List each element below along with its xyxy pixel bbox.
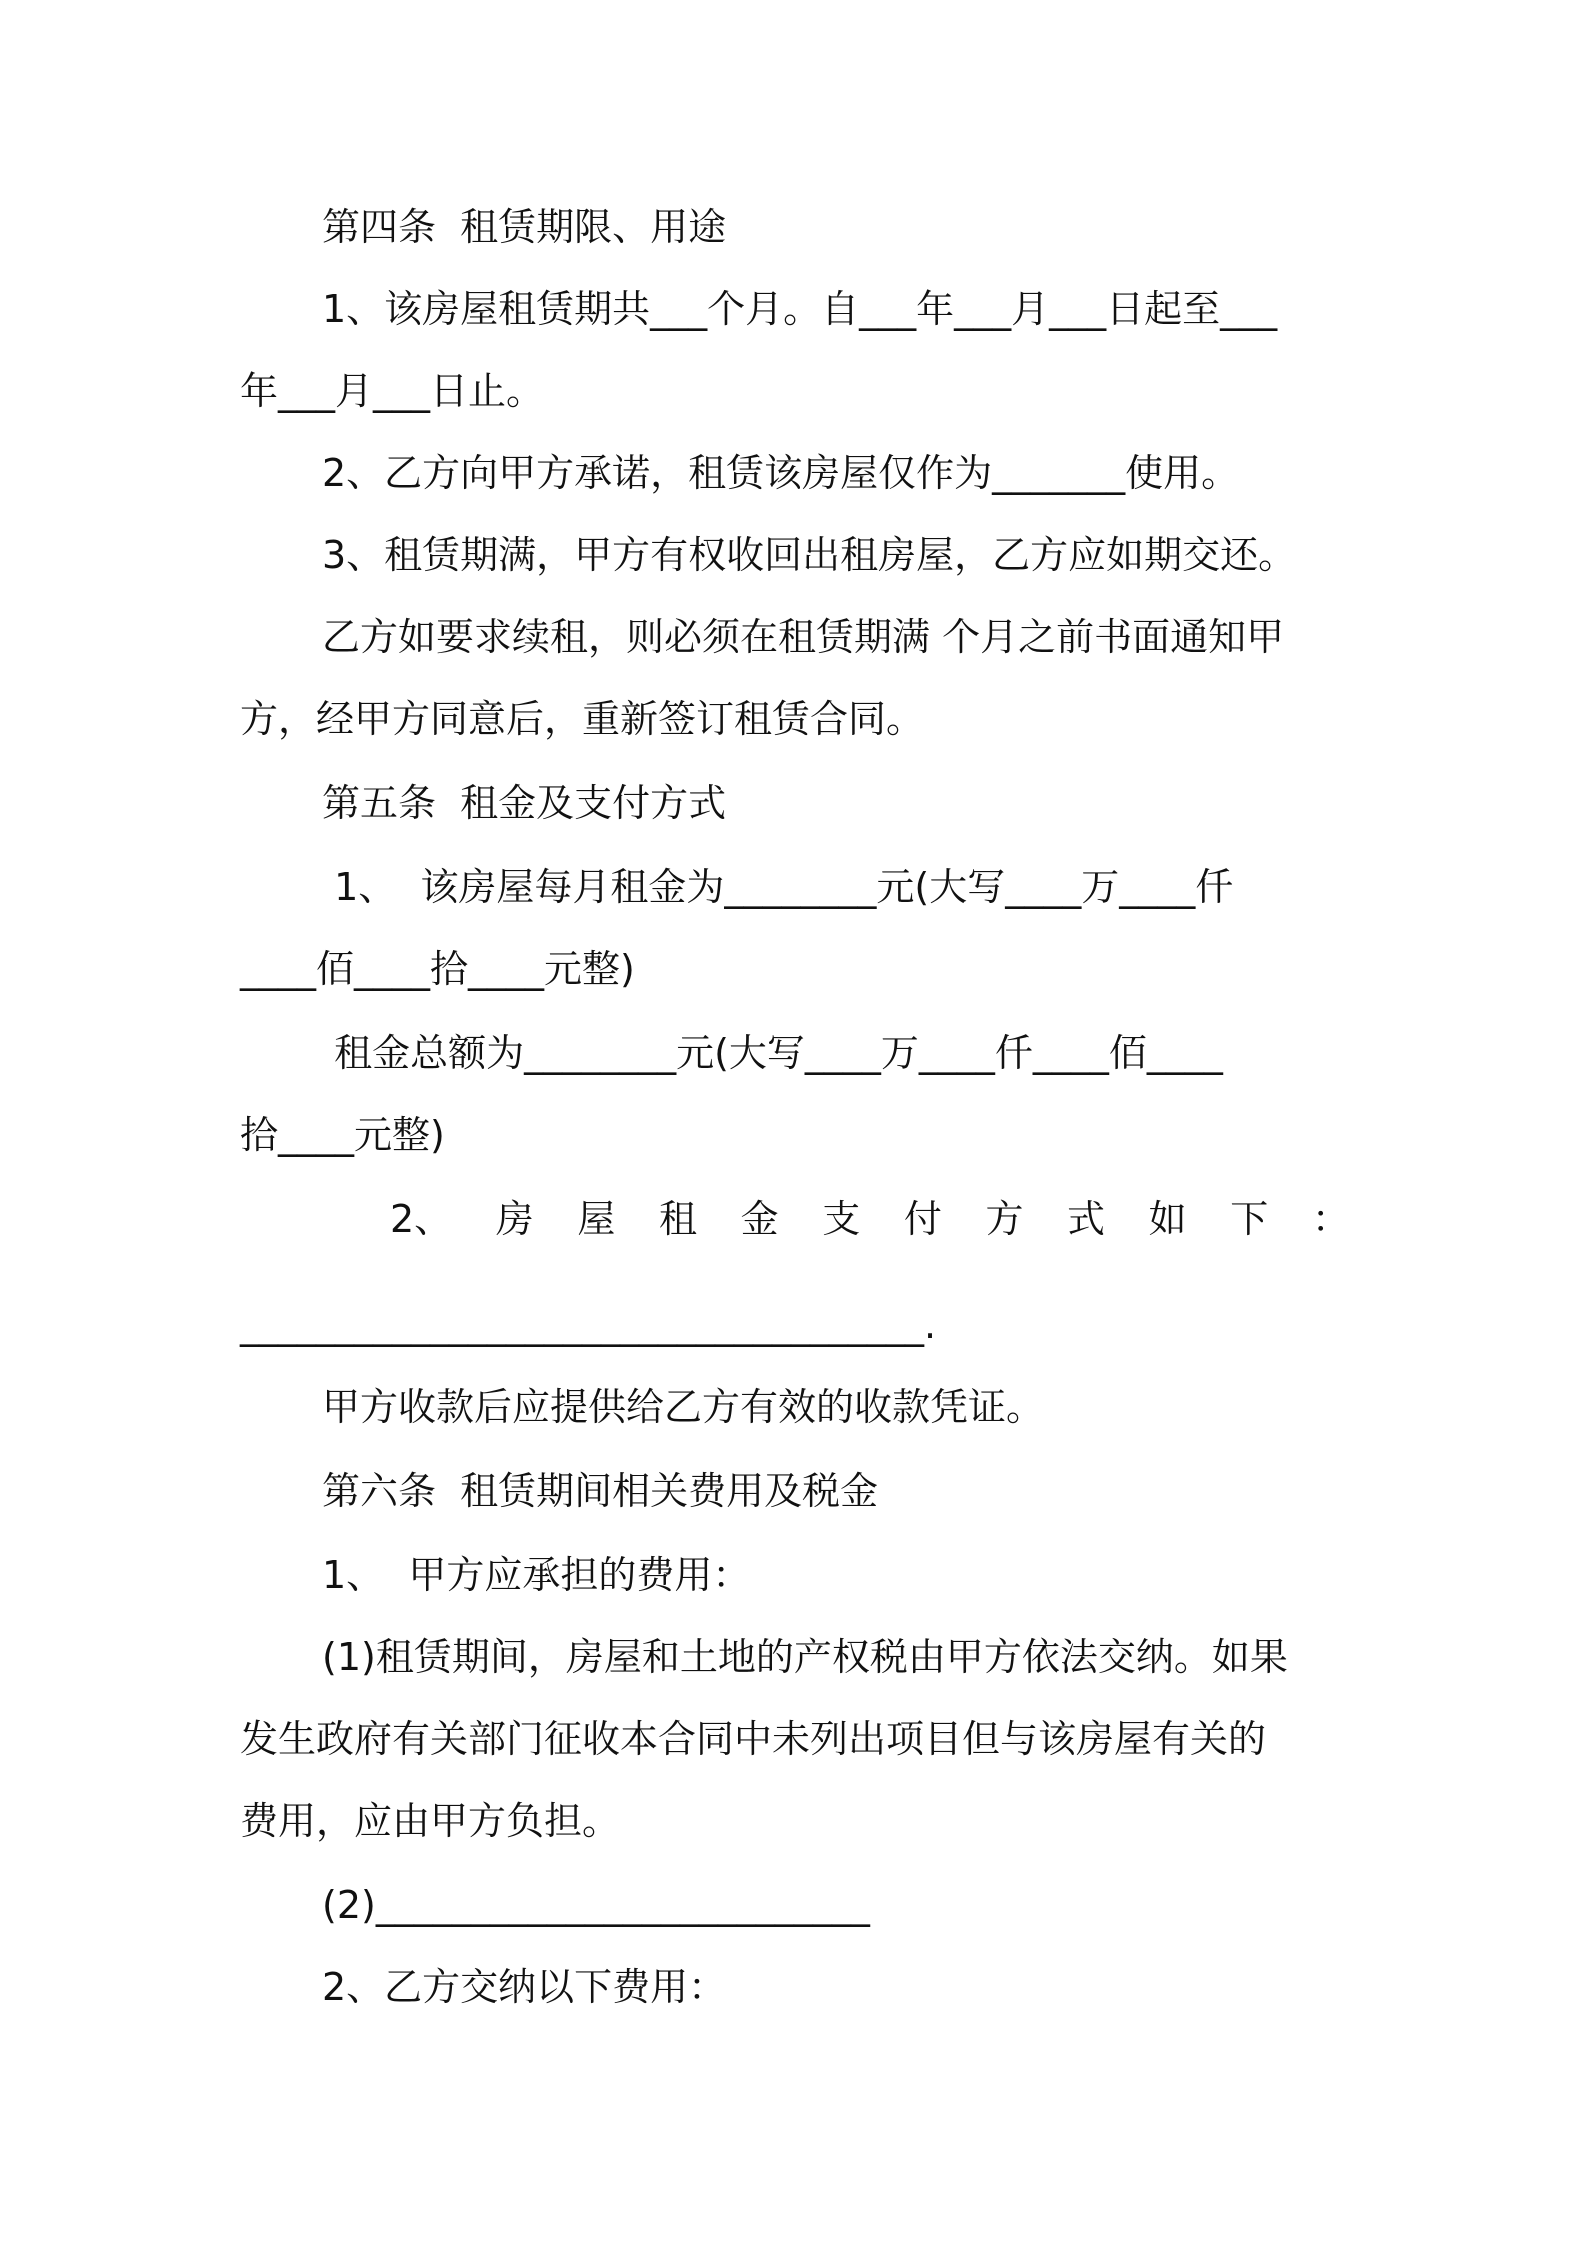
clause-6-1-2: (2)__________________________ [322,1883,870,1927]
renewal-paragraph-line-1: 乙方如要求续租，则必须在租赁期满 个月之前书面通知甲 [322,615,1285,659]
clause-6-1-1-line-1: (1)租赁期间，房屋和土地的产权税由甲方依法交纳。如果 [322,1635,1288,1679]
clause-5-2-char: 方 [985,1197,1024,1241]
clause-4-3: 3、租赁期满，甲方有权收回出租房屋，乙方应如期交还。 [322,533,1297,577]
clause-5-2-char: 屋 [577,1197,616,1241]
clause-6-2: 2、乙方交纳以下费用： [322,1965,727,2009]
clause-5-2-char: ： [1311,1197,1350,1241]
clause-6-1-1-line-2: 发生政府有关部门征收本合同中未列出项目但与该房屋有关的 [240,1717,1267,1761]
clause-5-2-char: 支 [822,1197,861,1241]
clause-5-2-char: 2、 [390,1197,453,1241]
total-rent-line-2: 拾____元整) [240,1113,445,1157]
clause-4-1-line-2: 年___月___日止。 [240,369,545,413]
clause-5-2-char: 下 [1230,1197,1269,1241]
clause-5-1-line-1: 1、 该房屋每月租金为________元(大写____万____仟 [322,865,1234,909]
article-4-heading: 第四条 租赁期限、用途 [322,205,727,249]
clause-4-2: 2、乙方向甲方承诺，租赁该房屋仅作为_______使用。 [322,451,1240,495]
clause-5-2-char: 式 [1067,1197,1106,1241]
clause-5-2-char: 如 [1148,1197,1187,1241]
clause-5-2-char: 金 [740,1197,779,1241]
article-6-heading: 第六条 租赁期间相关费用及税金 [322,1469,879,1513]
clause-5-2-char: 房 [495,1197,534,1241]
renewal-paragraph-line-2: 方，经甲方同意后，重新签订租赁合同。 [240,697,925,741]
clause-6-1-1-line-3: 费用，应由甲方负担。 [240,1799,621,1843]
clause-5-1-line-2: ____佰____拾____元整) [240,947,635,991]
clause-5-2-char: 租 [659,1197,698,1241]
clause-5-2-line-1 [240,1194,1350,1244]
clause-6-1: 1、 甲方应承担的费用： [322,1553,751,1597]
article-5-heading: 第五条 租金及支付方式 [322,781,727,825]
receipt-paragraph: 甲方收款后应提供给乙方有效的收款凭证。 [322,1385,1045,1429]
clause-5-2-line-2: ____________________________________. [240,1303,937,1347]
clause-5-2-char: 付 [903,1197,942,1241]
clause-4-1-line-1: 1、该房屋租赁期共___个月。自___年___月___日起至___ [322,287,1278,331]
total-rent-line-1: 租金总额为________元(大写____万____仟____佰____ [322,1031,1223,1075]
